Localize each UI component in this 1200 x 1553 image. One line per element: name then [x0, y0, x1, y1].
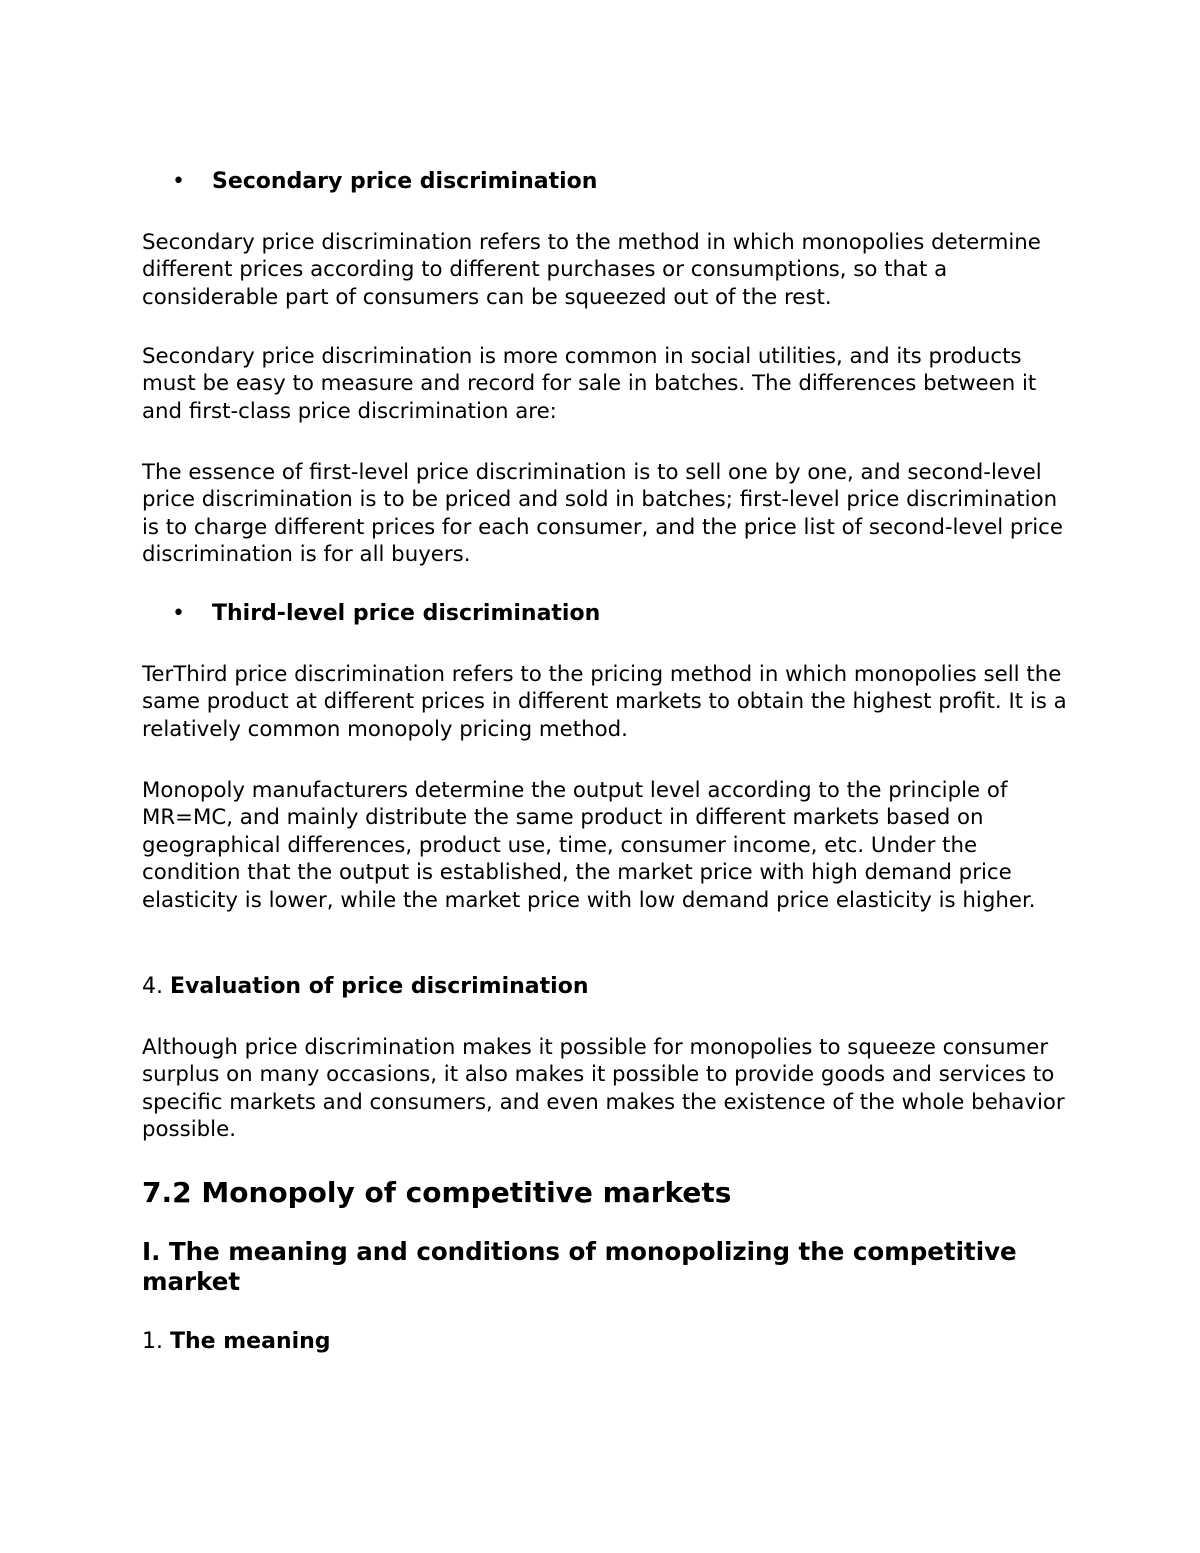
- heading-text: Secondary price discrimination: [212, 169, 598, 194]
- section-title: 7.2 Monopoly of competitive markets: [142, 1176, 732, 1209]
- heading-number: 4.: [142, 974, 163, 999]
- numbered-heading-meaning: [142, 1328, 331, 1356]
- paragraph-first-vs-second: The essence of first-level price discrimination is to sell one by one, and second-level price discrimination is to be priced and sold in batches; first-level price discrimination is to charge different prices for each consumer, and the price list of second-level price discrimination is for all buyers.: [142, 460, 1063, 568]
- paragraph-evaluation: Although price discrimination makes it possible for monopolies to squeeze consumer surplus on many occasions, it also makes it possible to provide goods and services to specific markets and consumers, and even makes the existence of the whole behavior possible.: [142, 1035, 1065, 1143]
- paragraph-third-definition: TerThird price discrimination refers to the pricing method in which monopolies sell the same product at different prices in different markets to obtain the highest profit. It is a relatively common monopoly pricing method.: [142, 662, 1067, 742]
- bullet-glyph: •: [172, 601, 185, 626]
- heading-number: 1.: [142, 1329, 163, 1354]
- paragraph-mr-mc: Monopoly manufacturers determine the output level according to the principle of MR=MC, and mainly distribute the same product in different markets based on geographical differences, product use, time, consumer income, etc. Under the condition that the output is established, the market price with high demand price elasticity is lower, while the market price with low demand price elasticity is higher.: [142, 778, 1036, 913]
- bullet-glyph: •: [172, 169, 185, 194]
- heading-text: The meaning: [170, 1329, 331, 1354]
- paragraph-secondary-utilities: Secondary price discrimination is more common in social utilities, and its products must be easy to measure and record for sale in batches. The differences between it and first-class price discrimination are:: [142, 344, 1037, 424]
- heading-text: Third-level price discrimination: [212, 601, 601, 626]
- subsection-title: I. The meaning and conditions of monopolizing the competitive market: [142, 1237, 1017, 1296]
- numbered-heading-evaluation: [142, 973, 588, 1001]
- heading-text: Evaluation of price discrimination: [170, 974, 589, 999]
- paragraph-secondary-definition: Secondary price discrimination refers to the method in which monopolies determine different prices according to different purchases or consumptions, so that a considerable part of consumers can be squeezed out of the rest.: [142, 230, 1041, 310]
